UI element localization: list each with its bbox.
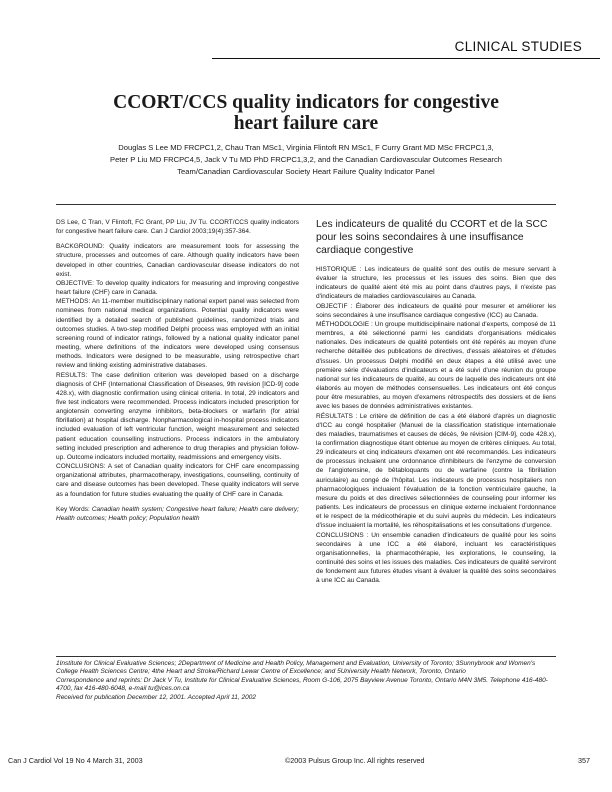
- results-text: The case definition criterion was developed based on a discharge diagnosis of CHF (International Classification of Diseases, 9th revision [ICD-9] code 428.x), with diagnostic confirmation using clinical criteria. In total, 29 indicators and five test indicators were recommended. Process indicators included prescription for angiotensin converting enzyme inhibitors, beta-blockers or warfarin (for atrial fibrillation) at hospital discharge. Nonpharmacological in-hospital process indicators included evaluation of left ventricular function, weight measurement and selected patient education counselling instructions. Process indicators in the ambulatory setting included prescription and adherence to drug therapies and physician follow-up. Outcome indicators included mortality, readmissions and emergency visits.: [56, 371, 299, 461]
- conclusions-text: A set of Canadian quality indicators for CHF care encompassing organizational attributes, pharmacotherapy, investigations, counselling, continuity of care and disease outcomes has been developed. These quality indicators will serve as a foundation for future studies evaluating the quality of CHF care in Canada.: [56, 463, 299, 498]
- objectif-text: Élaborer des indicateurs de qualité pour mesurer et améliorer les soins secondaires à une insuffisance cardiaque congestive (ICC) au Canada.: [316, 302, 557, 319]
- footnotes: [56, 660, 556, 702]
- correspondence: Correspondence and reprints: Dr Jack V Tu, Institute for Clinical Evaluative Sciences, Room G-106, 2075 Bayview Avenue Toronto, Ontario M4N 3M5. Telephone 416-480-4700, fax 416-480-6048, e-mail tu@ices.on.ca: [56, 676, 548, 693]
- methodologie-label: MÉTHODOLOGIE :: [316, 320, 373, 328]
- footnote-rule: [56, 656, 556, 657]
- author-list: [70, 142, 542, 178]
- objectif-label: OBJECTIF :: [316, 302, 353, 310]
- resultats-paragraph: [316, 412, 556, 531]
- objectif-paragraph: [316, 302, 556, 320]
- methods-text: An 11-member multidisciplinary national expert panel was selected from nominees from national medical organizations. Potential quality indicators were identified by a detailed search of published guidelines, randomized trials and outcomes studies. A two-step modified Delphi process was employed with an initial screening round of indicator ratings, followed by a national quality indicator panel meeting, where definitions of the indicators were developed using consensus methods. Indicators were designed to be measurable, using retrospective chart review and linking existing administrative databases.: [56, 298, 299, 370]
- section-label: CLINICAL STUDIES: [454, 39, 582, 54]
- objective-text: To develop quality indicators for measuring and improving congestive heart failure (CHF) care in Canada.: [56, 279, 299, 297]
- methods-paragraph: [56, 297, 299, 370]
- header-rule: [212, 58, 600, 59]
- authors-line-1: Douglas S Lee MD FRCPC1,2, Chau Tran MSc1, Virginia Flintoft RN MSc1, F Curry Grant MD MSc FRCPC1,3,: [118, 143, 494, 152]
- background-text: Quality indicators are measurement tools for assessing the structure, processes and outcomes of care. Although quality indicators have been developed in other countries, Canadian cardiovascular disease indicators do not exist.: [56, 243, 299, 278]
- conclusions-label: CONCLUSIONS:: [56, 463, 106, 471]
- methodologie-text: Un groupe multidisciplinaire national d'experts, composé de 11 membres, a été sélectionné parmi les candidats d'organisations médicales nationales. Des indicateurs de qualité potentiels ont été repérés au moyen d'une recherche détaillée des publications de directives, d'essais aléatoires et d'études d'issues. Un processus Delphi modifié en deux étapes a été utilisé avec une première série d'évaluations d'indicateurs et a été suivi d'une réunion du groupe national sur les indicateurs de qualité, au cours de laquelle des indicateurs ont été élaborés au moyen de méthodes consensuelles. Les indicateurs ont été conçus pour être mesurables, au moyen d'examens rétrospectifs des dossiers et de liens avec les bases de données administratives existantes.: [316, 320, 556, 411]
- background-label: BACKGROUND:: [56, 243, 105, 251]
- french-abstract: [316, 218, 556, 585]
- historique-label: HISTORIQUE :: [316, 266, 362, 273]
- article-title: [56, 92, 556, 134]
- methods-label: METHODS:: [56, 298, 91, 306]
- resultats-text: Le critère de définition de cas a été élaboré d'après un diagnostic d'ICC au congé hospitalier (Manuel de la classification statistique internationale des maladies, traumatismes et causes de décès, 9e révision [CIM-9], code 428.x), la confirmation diagnostique étant obtenue au moyen de critères cliniques. Au total, 29 indicateurs et cinq indicateurs d'examen ont été recommandés. Les indicateurs de processus incluaient une ordonnance d'inhibiteurs de l'enzyme de conversion de l'angiotensine, de bêtabloquants ou de warfarine (contre la fibrillation auriculaire) au congé de l'hôpital. Les indicateurs de processus hospitaliers non pharmacologiques incluaient l'évaluation de la fonction ventriculaire gauche, la mesure du poids et des directives sélectionnées de counseling pour informer les patients. Les indicateurs de processus en clinique externe incluaient l'ordonnance et le respect de la médicothérapie et du suivi auprès du médecin. Les indicateurs d'issue incluaient la mortalité, les réhospitalisations et les consultations d'urgence.: [316, 412, 556, 530]
- keywords-paragraph: [56, 505, 299, 523]
- objective-paragraph: [56, 279, 299, 297]
- authors-line-2: Peter P Liu MD FRCPC4,5, Jack V Tu MD PhD FRCPC1,3,2, and the Canadian Cardiovascular Outcomes Research: [110, 155, 502, 164]
- results-paragraph: [56, 371, 299, 463]
- results-label: RESULTS:: [56, 371, 88, 379]
- affiliations: 1Institute for Clinical Evaluative Sciences; 2Department of Medicine and Health Policy, Management and Evaluation, University of Toronto; 3Sunnybrook and Women's College Health Sciences Centre; 4the Heart and Stroke/Richard Lewar Centre of Excellence; and 5University Health Network, Toronto, Ontario: [56, 660, 536, 676]
- keywords-label: Key Words:: [56, 505, 90, 513]
- historique-text: Les indicateurs de qualité sont des outils de mesure servant à évaluer la structure, les processus et les issues des soins. Bien que des indicateurs de qualité aient été mis au point dans d'autres pays, il n'existe pas d'indicateurs de maladies cardiovasculaires au Canada.: [316, 266, 556, 301]
- resultats-label: RÉSULTATS :: [316, 412, 358, 420]
- received-date: Received for publication December 12, 2001. Accepted April 11, 2002: [56, 693, 256, 701]
- citation: DS Lee, C Tran, V Flintoft, FC Grant, PP Liu, JV Tu. CCORT/CCS quality indicators for congestive heart failure care. Can J Cardiol 2003;19(4):357-364.: [56, 219, 299, 236]
- objective-label: OBJECTIVE:: [56, 279, 94, 287]
- title-line-1: CCORT/CCS quality indicators for congestive: [113, 92, 499, 113]
- keywords-text: Canadian health system; Congestive heart failure; Health care delivery; Health outcomes; Health policy; Population health: [56, 505, 299, 522]
- conclusions-fr-label: CONCLUSIONS :: [316, 531, 369, 539]
- page-number: 357: [578, 756, 590, 765]
- title-line-2: heart failure care: [233, 113, 379, 134]
- conclusions-fr-paragraph: [316, 531, 556, 586]
- french-title: Les indicateurs de qualité du CCORT et de la SCC pour les soins secondaires à une insuffisance cardiaque congestive: [316, 219, 548, 256]
- authors-line-3: Team/Canadian Cardiovascular Society Heart Failure Quality Indicator Panel: [177, 167, 435, 176]
- english-abstract: [56, 218, 299, 523]
- conclusions-fr-text: Un ensemble canadien d'indicateurs de qualité pour les soins secondaires à une ICC a été élaboré, incluant les caractéristiques organisationnelles, la pharmacothérapie, les explorations, le counseling, la continuité des soins et les issues des maladies. Ces indicateurs de qualité serviront de fondement aux futures études visant à évaluer la qualité des soins secondaires à une ICC au Canada.: [316, 531, 556, 585]
- historique-paragraph: [316, 265, 556, 302]
- abstract-rule: [56, 204, 556, 205]
- copyright: ©2003 Pulsus Group Inc. All rights reserved: [285, 756, 425, 765]
- journal-citation: Can J Cardiol Vol 19 No 4 March 31, 2003: [8, 756, 143, 765]
- conclusions-paragraph: [56, 462, 299, 499]
- methodologie-paragraph: [316, 320, 556, 412]
- background-paragraph: [56, 242, 299, 279]
